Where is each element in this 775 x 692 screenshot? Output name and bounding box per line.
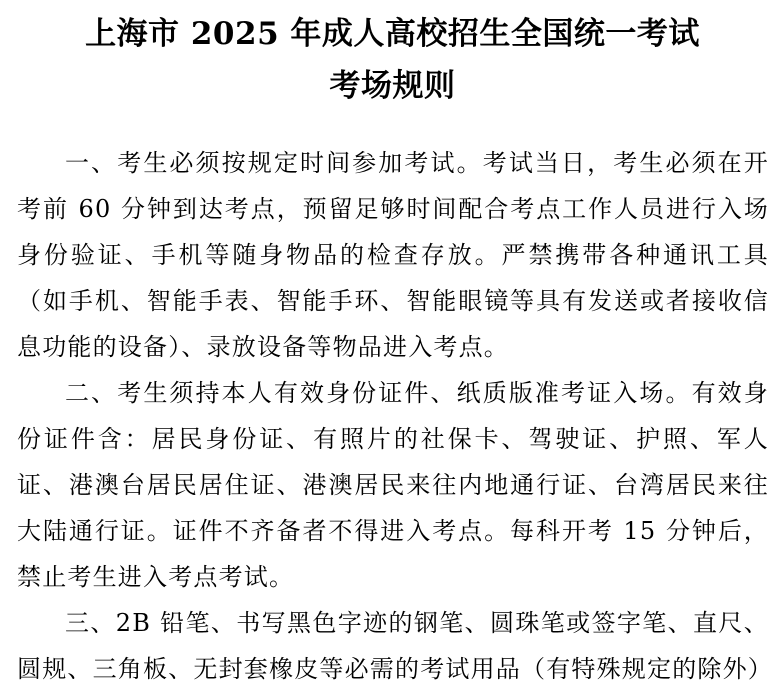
document-subtitle: 考场规则 [329, 68, 456, 104]
rule-paragraph-3: 三、2B 铅笔、书写黑色字迹的钢笔、圆珠笔或签字笔、直尺、圆规、三角板、无封套橡皮等必需的考试用品（有特殊规定的除外） [17, 609, 773, 683]
rule-paragraph-2: 二、考生须持本人有效身份证件、纸质版准考证入场。有效身份证件含：居民身份证、有照片的社保卡、驾驶证、护照、军人证、港澳台居民居住证、港澳居民来往内地通行证、台湾居民来往大陆通行证。证件不齐备者不得进入考点。每科开考 15 分钟后，禁止考生进入考点考试。 [17, 379, 769, 591]
document-title: 上海市 2025 年成人高校招生全国统一考试 [85, 16, 700, 52]
document-body [17, 140, 773, 692]
rule-paragraph-1: 一、考生必须按规定时间参加考试。考试当日，考生必须在开考前 60 分钟到达考点，预留足够时间配合考点工作人员进行入场身份验证、手机等随身物品的检查存放。严禁携带各种通讯工具（如手机、智能手表、智能手环、智能眼镜等具有发送或者接收信息功能的设备）、录放设备等物品进入考点。 [17, 149, 769, 361]
